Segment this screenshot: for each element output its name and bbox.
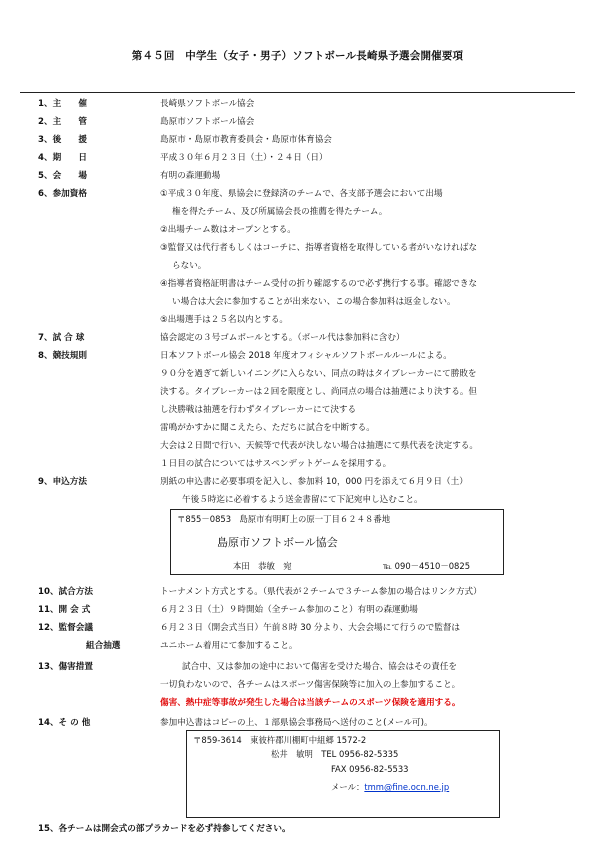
item-8-line: し決勝戦は抽選を行わずタイブレーカーにて決する	[160, 405, 357, 415]
item-11-text: ６月２３日（土）９時開始（全チーム参加のこと）有明の森運動場	[160, 605, 418, 615]
address-box	[170, 509, 504, 575]
item-8-line: 決する。タイブレーカーは２回を限度とし、尚同点の場合は抽選により決する。但	[160, 387, 478, 397]
document-title: 第４５回 中学生（女子・男子）ソフトボール長崎県予選会開催要項	[131, 50, 464, 62]
item-14-text: 参加申込書はコピーの上、１部県協会事務局へ送付のこと(メール可)。	[160, 718, 433, 728]
item-6-label: 6、参加資格	[38, 189, 87, 199]
item-8-line: 日本ソフトボール協会 2018 年度オフィシャルソフトボールルールによる。	[160, 351, 452, 361]
item-6-line: らない。	[172, 261, 207, 271]
item-6-line: ①平成３０年度、県協会に登録済のチームで、各支部予選会において出場	[160, 189, 443, 199]
item-1-text: 長崎県ソフトボール協会	[160, 99, 255, 109]
item-4-text: 平成３０年６月２３日（土）・２４日（日）	[160, 153, 328, 163]
office-name-tel: 松井 敏明 TEL 0956-82-5335	[271, 749, 399, 759]
item-7-label: 7、試 合 球	[38, 333, 85, 343]
item-4-label: 4、期 日	[38, 153, 87, 163]
item-10-label: 10、試合方法	[38, 587, 93, 597]
item-8-line: 雷鳴がかすかに聞こえたら、ただちに試合を中断する。	[160, 423, 375, 433]
item-3-label: 3、後 援	[38, 135, 87, 145]
item-12-text: ６月２３日（開会式当日）午前８時 30 分より、大会会場にて行うので監督は	[160, 623, 460, 633]
address-org: 島原市ソフトボール協会	[217, 536, 338, 549]
item-6-line: 権を得たチーム、及び所属協会長の推薦を得たチーム。	[172, 207, 388, 217]
item-11-label: 11、開 会 式	[38, 605, 91, 615]
office-box	[186, 730, 500, 818]
item-2-label: 2、主 管	[38, 117, 87, 127]
item-6-line: い場合は大会に参加することが出来ない、この場合参加料は返金しない。	[172, 297, 456, 307]
address-contact-name: 本田 恭敏 宛	[233, 561, 292, 571]
item-8-line: 大会は２日間で行い、天候等で代表が決しない場合は抽選にて県代表を決定する。	[160, 441, 478, 451]
title-rule	[20, 92, 575, 93]
office-mail-row	[331, 781, 449, 793]
address-tel: ℡ 090－4510－0825	[383, 561, 471, 571]
item-15-text: 15、各チームは開会式の部プラカードを必ず持参してください。	[38, 824, 291, 834]
item-13-warning: 傷害、熱中症等事故が発生した場合は当該チームのスポーツ保険を適用する。	[160, 698, 461, 708]
item-3-text: 島原市・島原市教育委員会・島原市体育協会	[160, 135, 332, 145]
item-9-line: 午後５時迄に必着するよう送金書留にて下記宛申し込むこと。	[182, 495, 423, 505]
item-5-label: 5、会 場	[38, 171, 87, 181]
office-fax: FAX 0956-82-5533	[331, 764, 409, 774]
item-1-label: 1、主 催	[38, 99, 87, 109]
address-postal: 〒855－0853 島原市有明町上の原一丁目６２４８番地	[177, 514, 391, 524]
item-9-line: 別紙の申込書に必要事項を記入し、参加料 10，000 円を添えて６月９日（土）	[160, 477, 468, 487]
office-mail-link[interactable]: tmm@fine.ocn.ne.jp	[364, 782, 450, 792]
item-8-label: 8、競技規則	[38, 351, 87, 361]
item-2-text: 島原市ソフトボール協会	[160, 117, 255, 127]
office-postal: 〒859-3614 東彼杵郡川棚町中組郷 1572-2	[193, 735, 367, 745]
item-12-label: 12、監督会議	[38, 623, 93, 633]
item-12-sub-label: 組合抽選	[86, 641, 121, 651]
item-6-line: ⑤出場選手は２５名以内とする。	[160, 315, 289, 325]
item-13-line: 試合中、又は参加の途中において傷害を受けた場合、協会はその責任を	[182, 662, 458, 672]
item-14-label: 14、そ の 他	[38, 718, 91, 728]
item-13-line: 一切負わないので、各チームはスポーツ傷害保険等に加入の上参加すること。	[160, 680, 461, 690]
office-mail-label: メール：	[331, 782, 365, 792]
item-5-text: 有明の森運動場	[160, 171, 221, 181]
item-6-line: ④指導者資格証明書はチーム受付の折り確認するので必ず携行する事。確認できな	[160, 279, 478, 289]
item-8-line: ９０分を過ぎて新しいイニングに入らない、同点の時はタイブレーカーにて勝敗を	[160, 369, 477, 379]
item-7-text: 協会認定の３号ゴムボールとする。（ボール代は参加料に含む）	[160, 333, 405, 343]
item-8-line: １日目の試合についてはサスペンデットゲームを採用する。	[160, 459, 392, 469]
item-10-text: トーナメント方式とする。（県代表が２チームで３チーム参加の場合はリンク方式）	[160, 587, 482, 597]
item-9-label: 9、申込方法	[38, 477, 87, 487]
item-6-line: ②出場チーム数はオープンとする。	[160, 225, 296, 235]
item-12-sub-text: ユニホーム着用にて参加すること。	[160, 641, 298, 651]
item-13-label: 13、傷害措置	[38, 662, 93, 672]
item-6-line: ③監督又は代行者もしくはコーチに、指導者資格を取得している者がいなければな	[160, 243, 478, 253]
